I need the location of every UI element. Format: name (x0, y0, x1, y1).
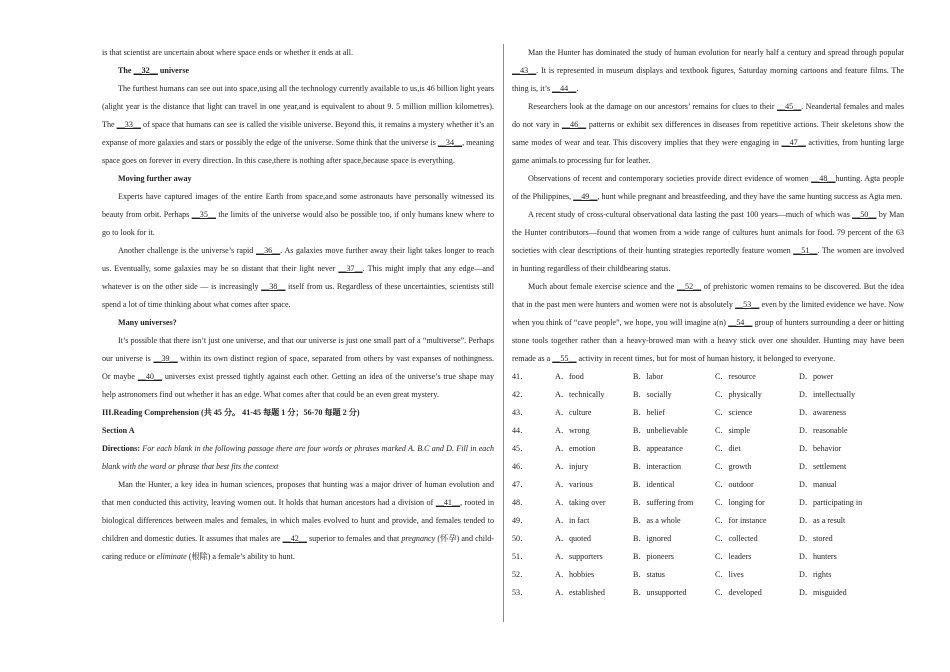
question-number: 47． (512, 480, 529, 489)
option-row (512, 512, 899, 530)
answer-option-d[interactable]: D．rights (799, 570, 832, 579)
answer-option-d[interactable]: D．as a result (799, 516, 846, 525)
paragraph-dominated (512, 44, 904, 98)
option-row (512, 458, 899, 476)
blank-32[interactable]: __32__ (133, 66, 158, 75)
paragraph-text: within its own distinct region of space, separated from others by vast expanses of nothingness. Or maybe (102, 354, 494, 381)
answer-option-a[interactable]: A．wrong (555, 426, 590, 435)
term-eliminate: eliminate (156, 552, 187, 561)
paragraph-text: of prehistoric women remains to be discovered. But the idea that in the past men were hunters and women were not is absolutely (512, 282, 904, 309)
question-number: 52． (512, 570, 529, 579)
answer-option-d[interactable]: D．hunters (799, 552, 837, 561)
directions-label: Directions: (102, 444, 141, 453)
heading-the-universe (102, 62, 494, 80)
answer-option-b[interactable]: B．labor (633, 372, 664, 381)
column-divider (503, 44, 504, 622)
answer-option-c[interactable]: C．leaders (715, 552, 752, 561)
answer-option-c[interactable]: C．for instance (715, 516, 767, 525)
blank-41[interactable]: __41__ (435, 498, 461, 507)
section-a-label: Section A (102, 426, 135, 435)
blank-51[interactable]: __51__ (793, 246, 818, 255)
answer-option-a[interactable]: A．injury (555, 462, 589, 471)
paragraph-text: . As galaxies move further away their light takes longer to reach us. Eventually, some galaxies may be so distant that their light never (102, 246, 494, 273)
question-number: 46． (512, 462, 529, 471)
question-number: 48． (512, 498, 529, 507)
blank-39[interactable]: __39__ (153, 354, 178, 363)
paragraph-text: activity in recent times, but for most of human history, it belonged to everyone. (576, 354, 836, 363)
answer-option-a[interactable]: A．taking over (555, 498, 606, 507)
option-row (512, 368, 899, 386)
paragraph-text: , hunt while pregnant and breastfeeding, and they have the same hunting success as Agta men. (597, 192, 903, 201)
blank-42[interactable]: __42__ (282, 534, 307, 543)
option-row (512, 386, 899, 404)
answer-option-a[interactable]: A．quoted (555, 534, 591, 543)
answer-option-c[interactable]: C．collected (715, 534, 758, 543)
blank-40[interactable]: __40__ (137, 372, 163, 381)
answer-option-b[interactable]: B．pioneers (633, 552, 674, 561)
answer-option-d[interactable]: D．reasonable (799, 426, 848, 435)
paragraph-text: Researchers look at the damage on our ancestors’ remains for clues to their (528, 102, 777, 111)
answer-option-d[interactable]: D．intellectually (799, 390, 856, 399)
term-pregnancy: pregnancy (401, 534, 436, 543)
blank-34[interactable]: __34__ (437, 138, 463, 147)
paragraph-text: , meaning space goes on forever in every direction. In this case,there is nothing after space,because space is everything. (102, 138, 495, 165)
option-row (512, 566, 899, 584)
answer-option-a[interactable]: A．in fact (555, 516, 590, 525)
paragraph-text: superior to females and that (306, 534, 402, 543)
question-number: 45． (512, 444, 529, 453)
answer-option-a[interactable]: A．supporters (555, 552, 603, 561)
option-row (512, 494, 899, 512)
paragraph-observations (512, 170, 904, 206)
question-number: 49． (512, 516, 529, 525)
paragraph-text: a female’s ability to hunt. (210, 552, 295, 561)
paragraph-text: Much about female exercise science and the (528, 282, 677, 291)
answer-option-b[interactable]: B．belief (633, 408, 665, 417)
answer-option-c[interactable]: C．outdoor (715, 480, 754, 489)
question-number: 53． (512, 588, 529, 597)
left-column (102, 44, 494, 566)
paragraph-text: hunting. Agta people of the Philippines, (512, 174, 904, 201)
paragraph-text: Man the Hunter, a key idea in human sciences, proposes that hunting was a major driver of human evolution and that men conducted this activity, leaving women out. It holds that human ancestors had a division of (102, 480, 494, 507)
paragraph-text: the limits of the universe would also be possible too, if only humans knew where to go to look for it. (102, 210, 495, 237)
answer-option-d[interactable]: D．manual (799, 480, 837, 489)
answer-option-c[interactable]: C．resource (715, 372, 756, 381)
question-number: 51． (512, 552, 529, 561)
option-row (512, 584, 899, 602)
paragraph-text: . Neandertal females and males do not vary in (512, 102, 904, 129)
paragraph-text: The furthest humans can see out into space,using all the technology currently available to us,is 46 billion light years (alight year is the distance that light can travel in one year,and is equivalent to about 9. 5 million million kilometres). The (102, 84, 494, 129)
answer-option-d[interactable]: D．participating in (799, 498, 863, 507)
answer-option-b[interactable]: B．socially (633, 390, 672, 399)
blank-53[interactable]: __53__ (735, 300, 760, 309)
heading-text: The (118, 66, 134, 75)
question-number: 50． (512, 534, 529, 543)
heading-text: universe (157, 66, 190, 75)
paragraph-text: . It is represented in museum displays and textbook figures, Saturday morning cartoons and feature films. The thing is, it’s (512, 66, 904, 93)
blank-43[interactable]: __43__ (512, 66, 537, 75)
answer-option-a[interactable]: A．various (555, 480, 593, 489)
gloss-eliminate: (根除) (186, 552, 211, 561)
answer-option-c[interactable]: C．longing for (715, 498, 765, 507)
answer-option-c[interactable]: C．physically (715, 390, 762, 399)
answer-option-b[interactable]: B．unsupported (633, 588, 687, 597)
option-row (512, 404, 899, 422)
blank-50[interactable]: __50__ (852, 210, 877, 219)
paragraph-text: even by the limited evidence we have. Now when you think of “cave people”, we hope, you will imagine a(n) (512, 300, 904, 327)
answer-option-b[interactable]: B．appearance (633, 444, 683, 453)
question-number: 44． (512, 426, 529, 435)
answer-option-a[interactable]: A．culture (555, 408, 592, 417)
option-row (512, 476, 899, 494)
answer-option-a[interactable]: A．established (555, 588, 605, 597)
paragraph-text: It’s possible that there isn’t just one universe, and that our universe is just one small part of a “multiverse”. Perhaps our universe is (102, 336, 494, 363)
blank-44[interactable]: __44__ (552, 84, 577, 93)
paragraph-text: Another challenge is the universe’s rapid (118, 246, 256, 255)
answer-option-d[interactable]: D．stored (799, 534, 833, 543)
answer-option-b[interactable]: B．ignored (633, 534, 672, 543)
intro-sentence: is that scientist are uncertain about where space ends or whether it ends at all. (102, 48, 354, 57)
answer-option-b[interactable]: B．suffering from (633, 498, 694, 507)
option-row (512, 530, 899, 548)
answer-option-d[interactable]: D．power (799, 372, 834, 381)
paragraph-challenge (102, 242, 494, 314)
paragraph-text: universes exist pressed tightly against each other. Getting an idea of the universe’s true shape may help astronomers find out whether it has an edge. What comes after that could be an even great mystery. (102, 372, 494, 399)
blank-35[interactable]: __35__ (191, 210, 216, 219)
blank-38[interactable]: __38__ (261, 282, 286, 291)
answer-option-a[interactable]: A．hobbies (555, 570, 595, 579)
gloss-pregnancy: (怀孕) (435, 534, 460, 543)
blank-33[interactable]: __33__ (116, 120, 141, 129)
paragraph-recent-study (512, 206, 904, 278)
answer-option-b[interactable]: B．status (633, 570, 665, 579)
answer-option-d[interactable]: D．misguided (799, 588, 847, 597)
paragraph-text: Man the Hunter has dominated the study of human evolution for nearly half a century and spread through popular (528, 48, 904, 57)
answer-option-c[interactable]: C．developed (715, 588, 762, 597)
blank-52[interactable]: __52__ (676, 282, 702, 291)
answer-option-b[interactable]: B．identical (633, 480, 675, 489)
paragraph-experts (102, 188, 494, 242)
answer-option-c[interactable]: C．growth (715, 462, 752, 471)
answer-option-b[interactable]: B．unbelievable (633, 426, 688, 435)
paragraph-female-exercise (512, 278, 904, 368)
blank-45[interactable]: __45__ (777, 102, 802, 111)
answer-option-a[interactable]: A．emotion (555, 444, 596, 453)
paragraph-text: Observations of recent and contemporary societies provide direct evidence of women (528, 174, 812, 183)
paragraph-text: , rooted in biological differences between males and females, in which males evolved to hunt and provide, and females tended to children and domestic duties. It assumes that males are (102, 498, 495, 543)
section-title: III.Reading Comprehension (共 45 分。 41-45 每题 1 分；56-70 每题 2 分) (102, 408, 360, 417)
right-column (512, 44, 904, 602)
paragraph-multiverse (102, 332, 494, 404)
directions (102, 440, 494, 476)
answer-option-b[interactable]: B．as a whole (633, 516, 681, 525)
directions-text: For each blank in the following passage there are four words or phrases marked A. B.C and D. Fill in each blank with the word or phrase that best fits the context (102, 444, 494, 471)
blank-49[interactable]: __49__ (573, 192, 598, 201)
answer-option-c[interactable]: C．science (715, 408, 753, 417)
answer-option-a[interactable]: A．technically (555, 390, 605, 399)
paragraph-text: A recent study of cross-cultural observational data lasting the past 100 years—much of which was (528, 210, 853, 219)
answer-option-c[interactable]: C．lives (715, 570, 744, 579)
paragraph-text: activities, from hunting large game animals to processing fur for leather. (512, 138, 904, 165)
blank-36[interactable]: __36__ (255, 246, 281, 255)
question-number: 42． (512, 390, 529, 399)
option-row (512, 422, 899, 440)
paragraph-text: patterns or exhibit sex differences in diseases from repetitive actions. Their skeletons show the same modes of wear and tear. This discovery implies that they were engaging in (512, 120, 904, 147)
blank-48[interactable]: __48__ (811, 174, 836, 183)
blank-47[interactable]: __47__ (781, 138, 806, 147)
heading-moving-further-away: Moving further away (118, 174, 192, 183)
option-row (512, 548, 899, 566)
paragraph-text: itself from us. Regardless of these uncertainties, scientists still spend a lot of time thinking about what comes after space. (102, 282, 494, 309)
paragraph-visible-universe (102, 80, 494, 170)
blank-55[interactable]: __55__ (552, 354, 577, 363)
answer-option-d[interactable]: D．awareness (799, 408, 847, 417)
answer-option-c[interactable]: C．simple (715, 426, 751, 435)
question-number: 43． (512, 408, 529, 417)
answer-option-b[interactable]: B．interaction (633, 462, 682, 471)
blank-37[interactable]: __37__ (338, 264, 363, 273)
heading-many-universes: Many universes? (118, 318, 177, 327)
paragraph-text: of space that humans can see is called the visible universe. Beyond this, it remains a mystery whether it’s an expanse of more galaxies and stars or possibly the edge of the universe. Some think that the universe is (102, 120, 495, 147)
options-table (512, 368, 899, 602)
paragraph-text: and child-caring reduce or (102, 534, 494, 561)
question-number: 41． (512, 372, 529, 381)
paragraph-text: group of hunters surrounding a deer or hitting stone tools together rather than a heavy-browed man with a heavy stick over one shoulder. Hunting may have been remade as a (512, 318, 904, 363)
paragraph-text: by Man the Hunter contributors—found that women from a wide range of cultures hunt animals for food. 79 percent of the 63 societies with clear descriptions of their hunting strategies reportedly feature women (512, 210, 904, 255)
answer-option-a[interactable]: A．food (555, 372, 584, 381)
blank-46[interactable]: __46__ (561, 120, 587, 129)
paragraph-man-the-hunter (102, 476, 494, 566)
paragraph-text: Experts have captured images of the entire Earth from space,and some astronauts have personally witnessed its beauty from orbit. Perhaps (102, 192, 494, 219)
option-row (512, 440, 899, 458)
answer-option-c[interactable]: C．diet (715, 444, 741, 453)
answer-option-d[interactable]: D．behavior (799, 444, 842, 453)
paragraph-text: . This might imply that any edge—and whatever is on the other side — is increasingly (102, 264, 494, 291)
paragraph-text: . (576, 84, 579, 93)
paragraph-researchers (512, 98, 904, 170)
blank-54[interactable]: __54__ (728, 318, 753, 327)
paragraph-text: . The women are involved in hunting regardless of their childbearing status. (512, 246, 904, 273)
answer-option-d[interactable]: D．settlement (799, 462, 847, 471)
